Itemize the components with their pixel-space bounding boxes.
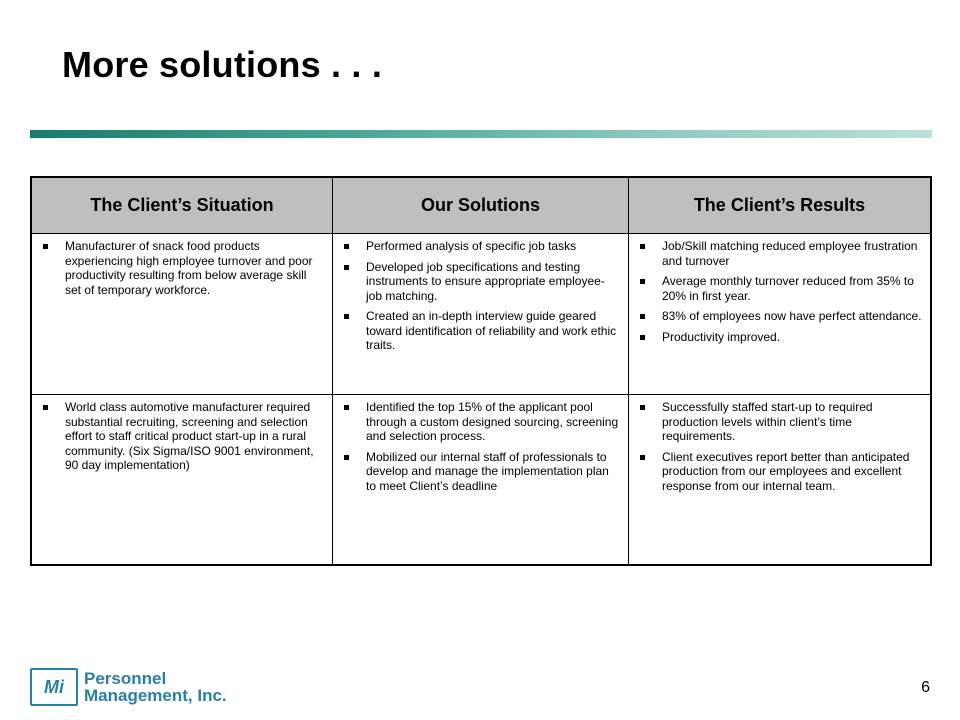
- header-situation: The Client’s Situation: [32, 178, 333, 233]
- square-bullet-icon: [640, 455, 645, 460]
- situation-cell: [32, 395, 333, 565]
- slide-title: More solutions . . .: [62, 44, 383, 85]
- square-bullet-icon: [344, 244, 349, 249]
- header-results: The Client’s Results: [693, 195, 866, 215]
- results-cell: [629, 234, 930, 394]
- list-item: 83% of employees now have perfect attendance.: [637, 309, 922, 324]
- square-bullet-icon: [640, 405, 645, 410]
- table-row: [32, 234, 930, 395]
- solutions-cell: [333, 395, 629, 565]
- list-item: Job/Skill matching reduced employee frustration and turnover: [637, 239, 922, 268]
- page-number: 6: [921, 679, 930, 696]
- square-bullet-icon: [640, 335, 645, 340]
- list-item: Developed job specifications and testing instruments to ensure appropriate employee-job matching.: [341, 260, 620, 304]
- results-cell: [629, 395, 930, 565]
- square-bullet-icon: [344, 265, 349, 270]
- list-item: Productivity improved.: [637, 330, 922, 345]
- company-logo: [30, 668, 227, 706]
- square-bullet-icon: [344, 455, 349, 460]
- situation-cell: [32, 234, 333, 394]
- square-bullet-icon: [640, 314, 645, 319]
- table-row: [32, 395, 930, 565]
- square-bullet-icon: [640, 279, 645, 284]
- list-item: Created an in-depth interview guide geared toward identification of reliability and work ethic traits.: [341, 309, 620, 353]
- case-study-table: [30, 176, 932, 566]
- header-solutions: Our Solutions: [333, 178, 629, 233]
- solutions-cell: [333, 234, 629, 394]
- list-item: Identified the top 15% of the applicant pool through a custom designed sourcing, screening and selection process.: [341, 400, 620, 444]
- pmi-logo-icon: Mi: [30, 668, 78, 706]
- square-bullet-icon: [43, 244, 48, 249]
- square-bullet-icon: [344, 405, 349, 410]
- accent-rule: [30, 130, 932, 138]
- logo-wordmark: Personnel Management, Inc.: [84, 669, 227, 705]
- list-item: Mobilized our internal staff of professionals to develop and manage the implementation plan to meet Client’s deadline: [341, 450, 620, 494]
- list-item: Successfully staffed start-up to required production levels within client’s time requirements.: [637, 400, 922, 444]
- square-bullet-icon: [43, 405, 48, 410]
- square-bullet-icon: [640, 244, 645, 249]
- list-item: World class automotive manufacturer required substantial recruiting, screening and selection effort to staff critical product start-up in a rural community. (Six Sigma/ISO 9001 environment, 90 day implementation): [40, 400, 324, 473]
- list-item: Manufacturer of snack food products experiencing high employee turnover and poor productivity resulting from below average skill set of temporary workforce.: [40, 239, 324, 297]
- list-item: Performed analysis of specific job tasks: [341, 239, 620, 254]
- list-item: Client executives report better than anticipated production from our employees and excellent response from our internal team.: [637, 450, 922, 494]
- square-bullet-icon: [344, 314, 349, 319]
- list-item: Average monthly turnover reduced from 35% to 20% in first year.: [637, 274, 922, 303]
- table-header-row: [32, 178, 930, 234]
